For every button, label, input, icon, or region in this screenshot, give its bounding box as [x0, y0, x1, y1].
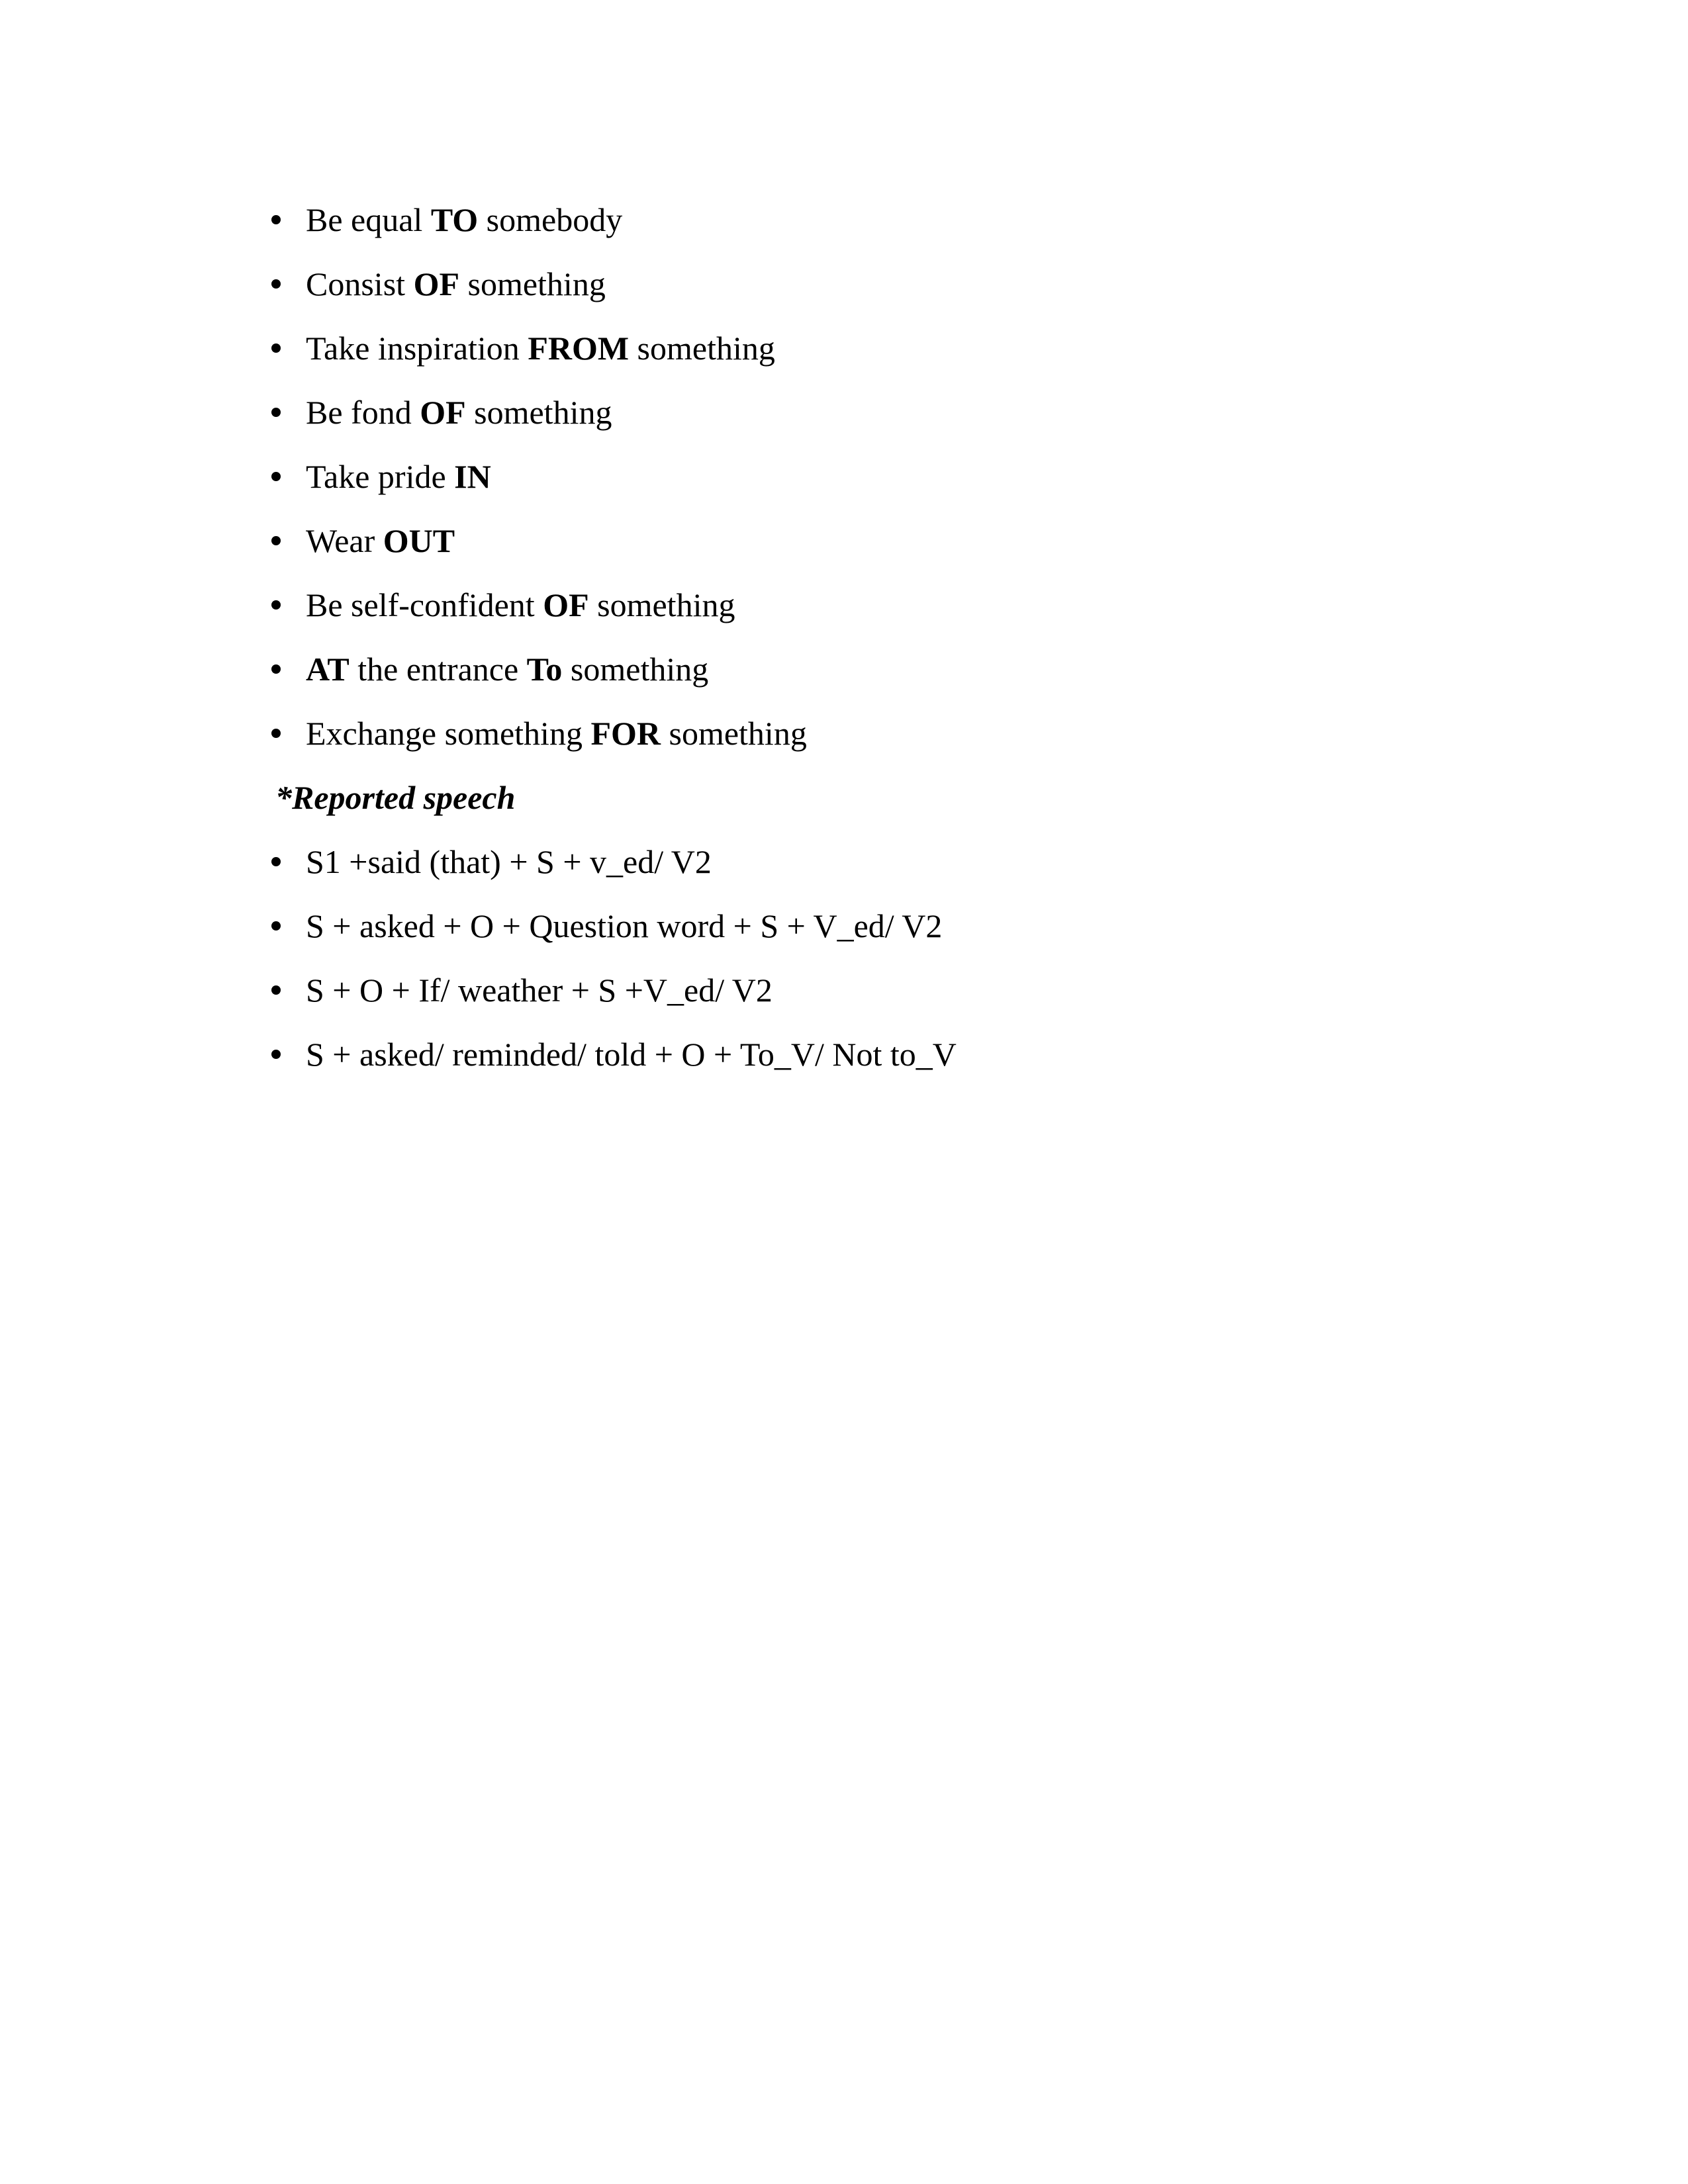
bullet-icon — [271, 279, 281, 289]
list-item-text: Exchange something FOR something — [306, 715, 807, 752]
list-item — [265, 514, 1523, 578]
list-item-text: S + asked + O + Question word + S + V_ed/ V2 — [306, 907, 943, 944]
list-item — [265, 386, 1523, 450]
list-item — [265, 835, 1523, 899]
list-item — [265, 1028, 1523, 1092]
list-item-text: Take pride IN — [306, 458, 491, 495]
bullet-icon — [271, 857, 281, 866]
list-item — [265, 193, 1523, 257]
list-item — [265, 257, 1523, 322]
bullet-icon — [271, 600, 281, 610]
list-item-text: Be self-confident OF something — [306, 586, 735, 623]
list-item-text: AT the entrance To something — [306, 651, 709, 688]
bullet-icon — [271, 985, 281, 995]
bullet-icon — [271, 664, 281, 674]
list-item — [265, 578, 1523, 643]
list-item — [265, 450, 1523, 514]
bullet-icon — [271, 1050, 281, 1059]
bullet-icon — [271, 472, 281, 481]
list-item — [265, 643, 1523, 707]
list-item-text: Be fond OF something — [306, 394, 612, 431]
list-item — [265, 899, 1523, 964]
bullet-icon — [271, 729, 281, 738]
section-heading: *Reported speech — [275, 779, 516, 816]
list-item-text: S + asked/ reminded/ told + O + To_V/ Not to_V — [306, 1036, 957, 1073]
list-item-text: S + O + If/ weather + S +V_ed/ V2 — [306, 972, 773, 1009]
bullet-icon — [271, 536, 281, 545]
bullet-icon — [271, 215, 281, 224]
bullet-icon — [271, 343, 281, 353]
list-item — [265, 322, 1523, 386]
list-item-text: Wear OUT — [306, 522, 455, 559]
list-item-text: Take inspiration FROM something — [306, 330, 775, 367]
notes-list — [265, 193, 1523, 1092]
list-item-text: Consist OF something — [306, 265, 606, 302]
list-item — [265, 964, 1523, 1028]
list-item-text: Be equal TO somebody — [306, 201, 623, 238]
list-item-text: S1 +said (that) + S + v_ed/ V2 — [306, 843, 712, 880]
list-item — [265, 707, 1523, 771]
bullet-icon — [271, 921, 281, 931]
bullet-icon — [271, 408, 281, 417]
